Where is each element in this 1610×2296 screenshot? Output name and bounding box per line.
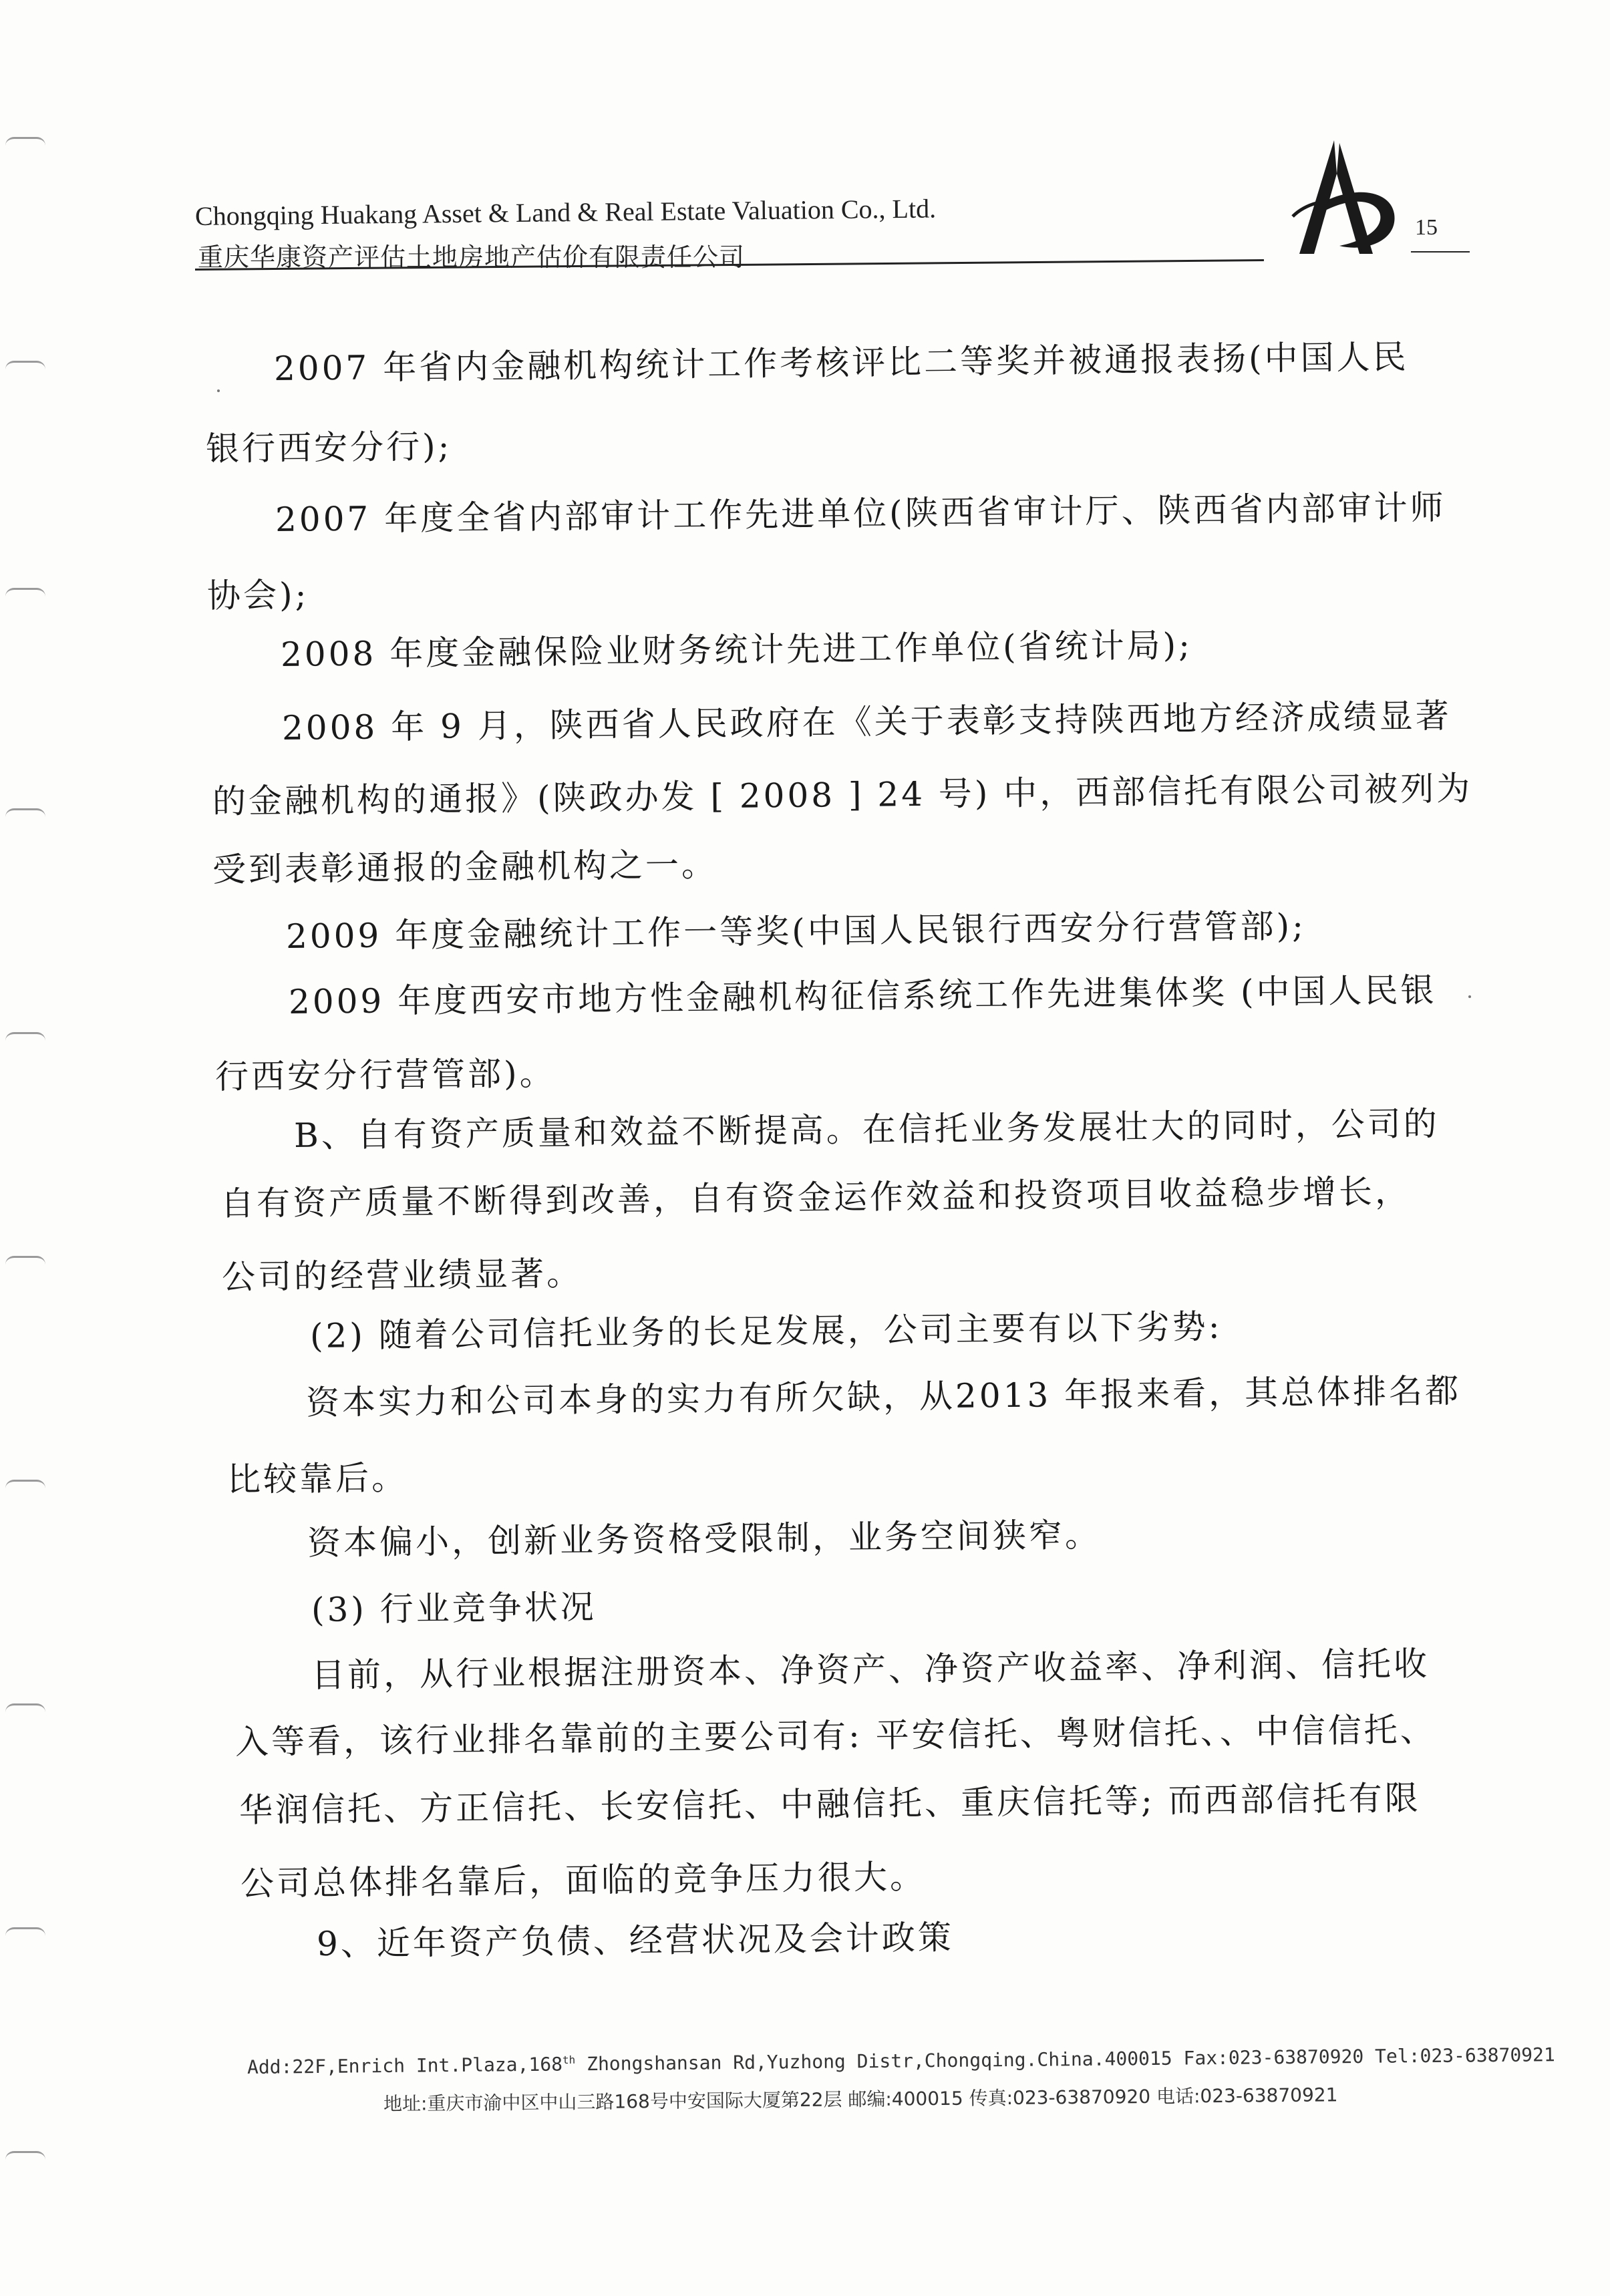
footer-address-en [247, 2043, 1555, 2078]
body-line: 9、近年资产负债、经营状况及会计政策 [316, 1918, 955, 1963]
body-line: 公司总体排名靠后，面临的竞争压力很大。 [240, 1857, 927, 1903]
footer-address-en-prefix: Add:22F,Enrich Int.Plaza,168 [247, 2053, 563, 2078]
body-line: 2009 年度金融统计工作一等奖(中国人民银行西安分行营管部); [285, 907, 1307, 956]
binding-mark [5, 137, 45, 146]
body-line: 资本偏小，创新业务资格受限制，业务空间狭窄。 [307, 1515, 1102, 1563]
header-company-cn: 重庆华康资产评估土地房地产估价有限责任公司 [198, 242, 746, 272]
body-line: 的金融机构的通报》(陕政办发 [ 2008 ] 24 号) 中，西部信托有限公司被列为 [212, 769, 1473, 821]
body-line: B、自有资产质量和效益不断提高。在信托业务发展壮大的同时，公司的 [293, 1104, 1440, 1155]
body-line: 2007 年度全省内部审计工作先进单位(陕西省审计厅、陕西省内部审计师 [275, 488, 1446, 539]
body-line: 2008 年度金融保险业财务统计先进工作单位(省统计局); [280, 625, 1193, 674]
binding-mark [5, 2151, 45, 2160]
footer-address-en-suffix: Zhongshansan Rd,Yuzhong Distr,Chongqing.China.400015 Fax:023-63870920 Tel:023-63870921 [575, 2043, 1555, 2076]
binding-mark [5, 1032, 45, 1041]
body-line: 银行西安分行); [205, 427, 452, 468]
body-line: 2008 年 9 月，陕西省人民政府在《关于表彰支持陕西地方经济成绩显著 [281, 696, 1452, 748]
binding-mark [5, 1480, 45, 1488]
body-line: 行西安分行营管部)。 [214, 1053, 556, 1096]
body-line: 入等看，该行业排名靠前的主要公司有: 平安信托、粤财信托、、中信信托、 [234, 1710, 1436, 1762]
body-line: 自有资产质量不断得到改善，自有资金运作效益和投资项目收益稳步增长， [220, 1172, 1412, 1223]
body-line: 受到表彰通报的金融机构之一。 [212, 845, 718, 889]
body-line: 华润信托、方正信托、长安信托、中融信托、重庆信托等; 而西部信托有限 [238, 1778, 1421, 1830]
company-logo-icon [1273, 134, 1406, 261]
body-line: (2) 随着公司信托业务的长足发展，公司主要有以下劣势: [309, 1307, 1223, 1355]
page-number: 15 [1415, 215, 1438, 240]
body-line: 2007 年省内金融机构统计工作考核评比二等奖并被通报表扬(中国人民 [273, 337, 1409, 388]
body-line: 协会); [206, 575, 309, 615]
scan-speck [1468, 995, 1471, 998]
body-line: 目前，从行业根据注册资本、净资产、净资产收益率、净利润、信托收 [311, 1644, 1430, 1695]
binding-mark [5, 808, 45, 817]
body-line: 比较靠后。 [226, 1458, 408, 1499]
footer-address-cn: 地址:重庆市渝中区中山三路168号中安国际大厦第22层 邮编:400015 传真:023-63870920 电话:023-63870921 [383, 2084, 1338, 2115]
footer-address-en-sup: th [562, 2053, 576, 2067]
binding-mark [5, 1256, 45, 1265]
body-line: 2009 年度西安市地方性金融机构征信系统工作先进集体奖 (中国人民银 [288, 971, 1437, 1021]
scan-speck [217, 389, 220, 392]
binding-mark [5, 1703, 45, 1712]
binding-mark [5, 1927, 45, 1936]
body-line: 资本实力和公司本身的实力有所欠缺，从2013 年报来看，其总体排名都 [305, 1371, 1462, 1422]
header-company-en: Chongqing Huakang Asset & Land & Real Estate Valuation Co., Ltd. [194, 193, 937, 231]
body-line: (3) 行业竞争状况 [311, 1587, 597, 1629]
page-number-underline [1411, 251, 1470, 253]
body-line: 公司的经营业绩显著。 [221, 1254, 583, 1297]
binding-mark [5, 588, 45, 597]
binding-mark [5, 361, 45, 369]
